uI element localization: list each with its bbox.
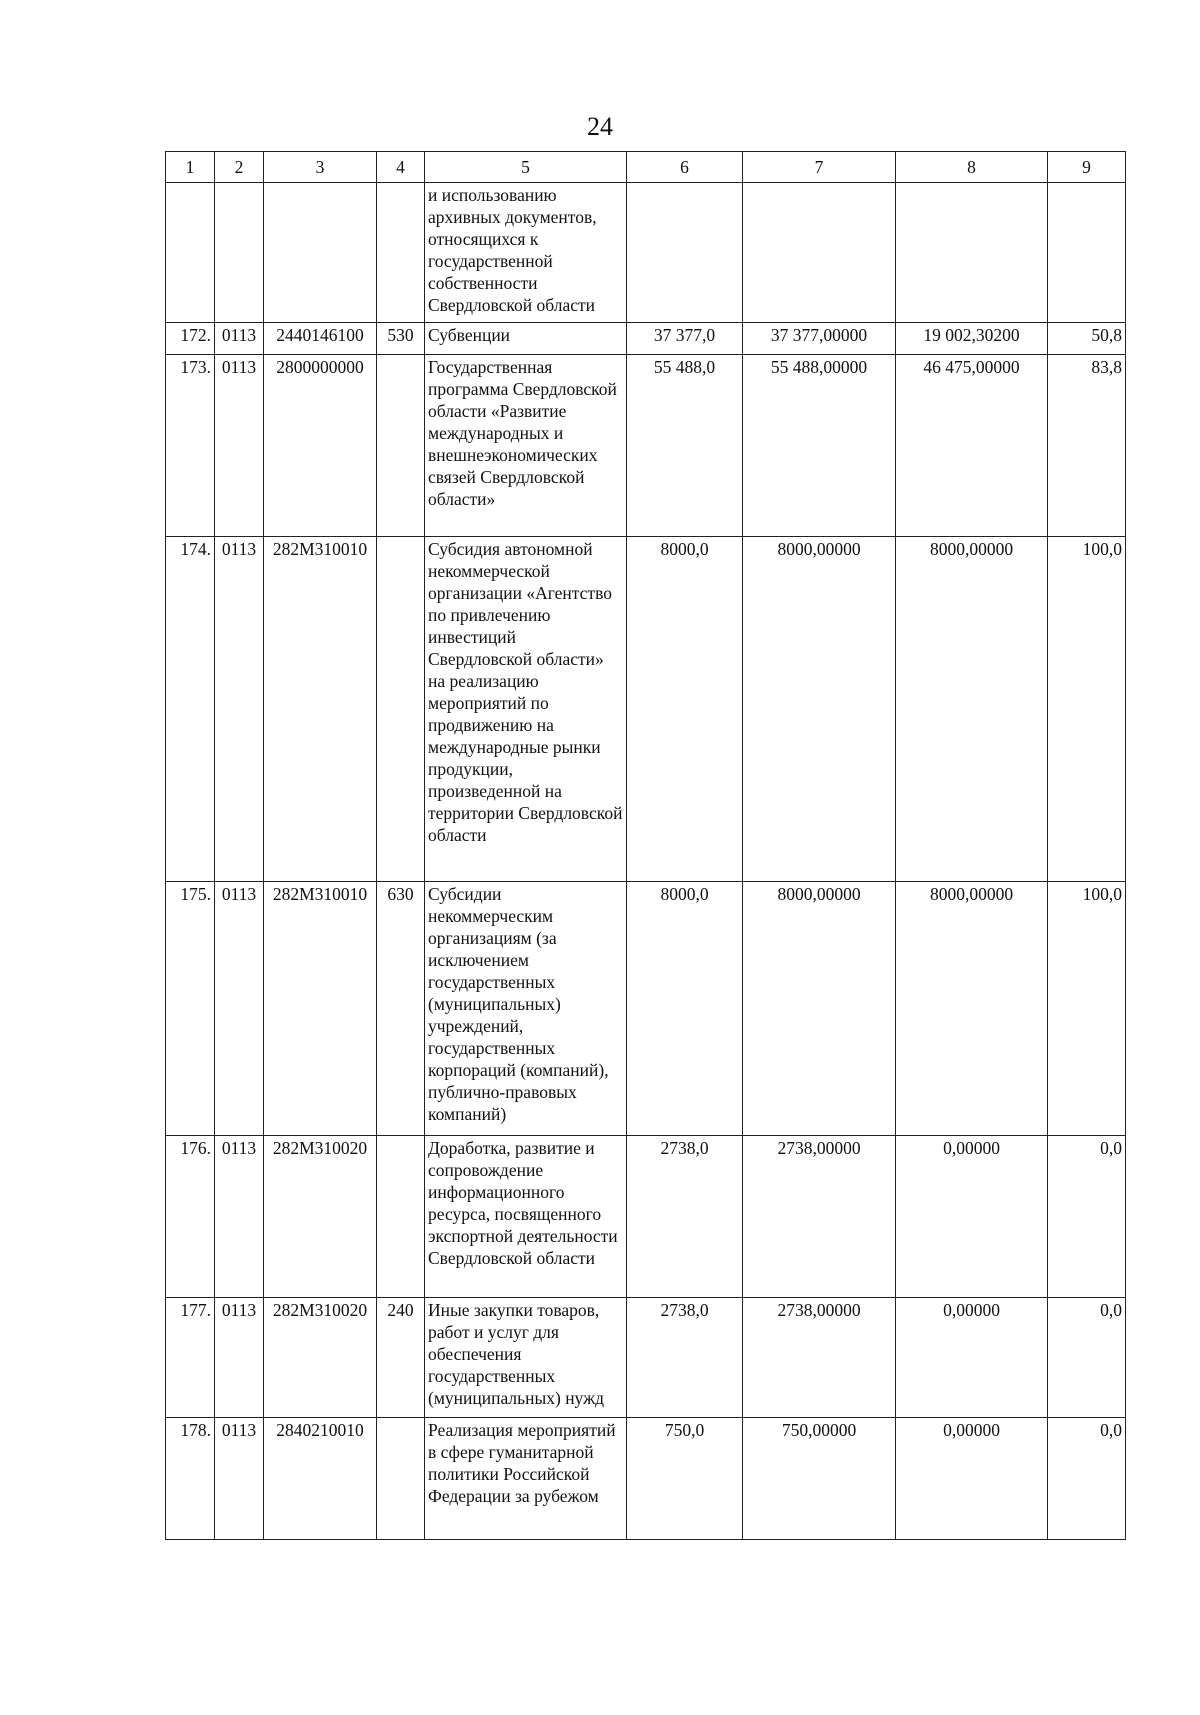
value-col9: 83,8 (1048, 355, 1126, 537)
target-code: 2840210010 (264, 1418, 377, 1540)
table-row (166, 882, 1126, 1136)
value-col8: 46 475,00000 (896, 355, 1048, 537)
value-col8: 0,00000 (896, 1298, 1048, 1418)
target-code: 282M310020 (264, 1298, 377, 1418)
row-number: 175. (166, 882, 215, 1136)
table-row (166, 1298, 1126, 1418)
item-name: Иные закупки товаров, работ и услуг для обеспечения государственных (муниципальных) нужд (425, 1298, 627, 1418)
item-name: Государственная программа Свердловской области «Развитие международных и внешнеэкономических связей Свердловской области» (425, 355, 627, 537)
table-row (166, 355, 1126, 537)
value-col7: 8000,00000 (743, 882, 896, 1136)
row-number: 172. (166, 323, 215, 355)
target-code: 282M310010 (264, 537, 377, 882)
column-header: 1 (166, 152, 215, 183)
page-number: 24 (587, 112, 613, 141)
value-col7: 8000,00000 (743, 537, 896, 882)
row-number (166, 183, 215, 323)
value-col6: 2738,0 (627, 1298, 743, 1418)
target-code: 2440146100 (264, 323, 377, 355)
row-number: 178. (166, 1418, 215, 1540)
column-header: 5 (425, 152, 627, 183)
table-row (166, 183, 1126, 323)
table-header-row (166, 152, 1126, 183)
table-row (166, 1418, 1126, 1540)
value-col7: 55 488,00000 (743, 355, 896, 537)
row-number: 177. (166, 1298, 215, 1418)
value-col6: 55 488,0 (627, 355, 743, 537)
expense-type (377, 1136, 425, 1298)
value-col9: 0,0 (1048, 1418, 1126, 1540)
expense-type (377, 537, 425, 882)
value-col6: 8000,0 (627, 882, 743, 1136)
section-code: 0113 (215, 355, 264, 537)
value-col6: 8000,0 (627, 537, 743, 882)
value-col8: 8000,00000 (896, 882, 1048, 1136)
value-col6: 2738,0 (627, 1136, 743, 1298)
value-col9 (1048, 183, 1126, 323)
section-code: 0113 (215, 882, 264, 1136)
value-col6: 750,0 (627, 1418, 743, 1540)
value-col7: 2738,00000 (743, 1298, 896, 1418)
row-number: 173. (166, 355, 215, 537)
column-header: 2 (215, 152, 264, 183)
value-col7: 2738,00000 (743, 1136, 896, 1298)
expense-type: 240 (377, 1298, 425, 1418)
column-header: 9 (1048, 152, 1126, 183)
value-col8: 0,00000 (896, 1418, 1048, 1540)
value-col6: 37 377,0 (627, 323, 743, 355)
item-name: и использованию архивных документов, относящихся к государственной собственности Свердловской области (425, 183, 627, 323)
target-code (264, 183, 377, 323)
value-col9: 0,0 (1048, 1298, 1126, 1418)
section-code: 0113 (215, 1298, 264, 1418)
value-col8: 0,00000 (896, 1136, 1048, 1298)
value-col6 (627, 183, 743, 323)
expense-type (377, 183, 425, 323)
row-number: 174. (166, 537, 215, 882)
value-col7: 37 377,00000 (743, 323, 896, 355)
item-name: Субсидии некоммерческим организациям (за исключением государственных (муниципальных) учреждений, государственных корпораций (компаний), публично-правовых компаний) (425, 882, 627, 1136)
value-col9: 100,0 (1048, 882, 1126, 1136)
expense-type: 630 (377, 882, 425, 1136)
value-col8 (896, 183, 1048, 323)
budget-table (165, 151, 1126, 1540)
item-name: Доработка, развитие и сопровождение информационного ресурса, посвященного экспортной деятельности Свердловской области (425, 1136, 627, 1298)
value-col9: 100,0 (1048, 537, 1126, 882)
expense-type (377, 1418, 425, 1540)
target-code: 282M310010 (264, 882, 377, 1136)
column-header: 3 (264, 152, 377, 183)
section-code: 0113 (215, 323, 264, 355)
value-col9: 50,8 (1048, 323, 1126, 355)
section-code (215, 183, 264, 323)
value-col7 (743, 183, 896, 323)
table-row (166, 1136, 1126, 1298)
target-code: 282M310020 (264, 1136, 377, 1298)
column-header: 7 (743, 152, 896, 183)
column-header: 6 (627, 152, 743, 183)
target-code: 2800000000 (264, 355, 377, 537)
section-code: 0113 (215, 1418, 264, 1540)
value-col8: 8000,00000 (896, 537, 1048, 882)
value-col9: 0,0 (1048, 1136, 1126, 1298)
row-number: 176. (166, 1136, 215, 1298)
column-header: 4 (377, 152, 425, 183)
item-name: Реализация мероприятий в сфере гуманитарной политики Российской Федерации за рубежом (425, 1418, 627, 1540)
expense-type (377, 355, 425, 537)
table-row (166, 537, 1126, 882)
section-code: 0113 (215, 537, 264, 882)
section-code: 0113 (215, 1136, 264, 1298)
item-name: Субсидия автономной некоммерческой организации «Агентство по привлечению инвестиций Свердловской области» на реализацию мероприятий по продвижению на международные рынки продукции, произведенной на территории Свердловской области (425, 537, 627, 882)
item-name: Субвенции (425, 323, 627, 355)
value-col8: 19 002,30200 (896, 323, 1048, 355)
value-col7: 750,00000 (743, 1418, 896, 1540)
expense-type: 530 (377, 323, 425, 355)
column-header: 8 (896, 152, 1048, 183)
table-row (166, 323, 1126, 355)
